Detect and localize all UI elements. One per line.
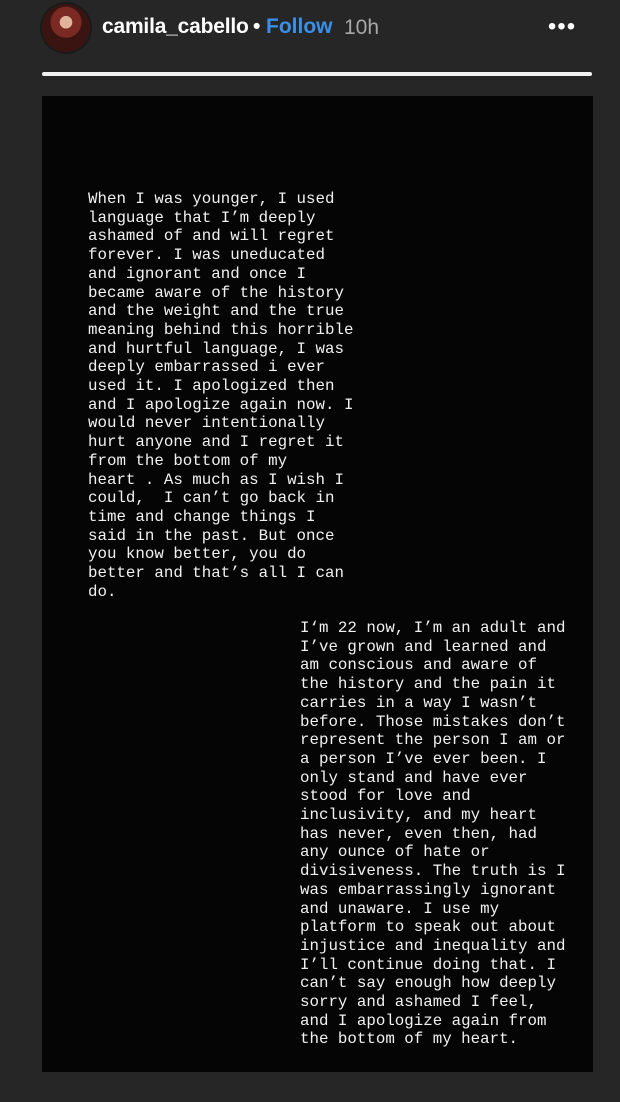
story-content[interactable] xyxy=(42,96,593,1072)
story-progress-fill xyxy=(42,72,592,76)
story-time: 10h xyxy=(344,16,380,39)
follow-button[interactable]: Follow xyxy=(266,15,333,38)
more-options-icon[interactable]: ••• xyxy=(547,13,577,40)
story-paragraph-2: I‘m 22 now, I’m an adult and I’ve grown and learned and am conscious and aware of the history and the pain it carries in a way I wasn’t before. Those mistakes don’t represent the person I am or a person I’ve ever been. I only stand and have ever stood for love and inclusivity, and my heart has never, even then, had any ounce of hate or divisiveness. The truth is I was embarrassingly ignorant and unaware. I use my platform to speak out about injustice and inequality and I’ll continue doing that. I can’t say enough how deeply sorry and ashamed I feel, and I apologize again from the bottom of my heart. xyxy=(300,619,566,1049)
story-progress-bar xyxy=(42,72,592,76)
profile-avatar[interactable] xyxy=(42,4,90,52)
username-follow-separator: • xyxy=(253,15,261,38)
story-header xyxy=(0,0,620,62)
story-paragraph-1: When I was younger, I used language that I’m deeply ashamed of and will regret forever. I was uneducated and ignorant and once I became aware of the history and the weight and the true meaning behind this horrible and hurtful language, I was deeply embarrassed i ever used it. I apologized then and I apologize again now. I would never intentionally hurt anyone and I regret it from the bottom of my heart . As much as I wish I could, I can’t go back in time and change things I said in the past. But once you know better, you do better and that’s all I can do. xyxy=(88,190,354,601)
username[interactable]: camila_cabello xyxy=(102,15,249,38)
